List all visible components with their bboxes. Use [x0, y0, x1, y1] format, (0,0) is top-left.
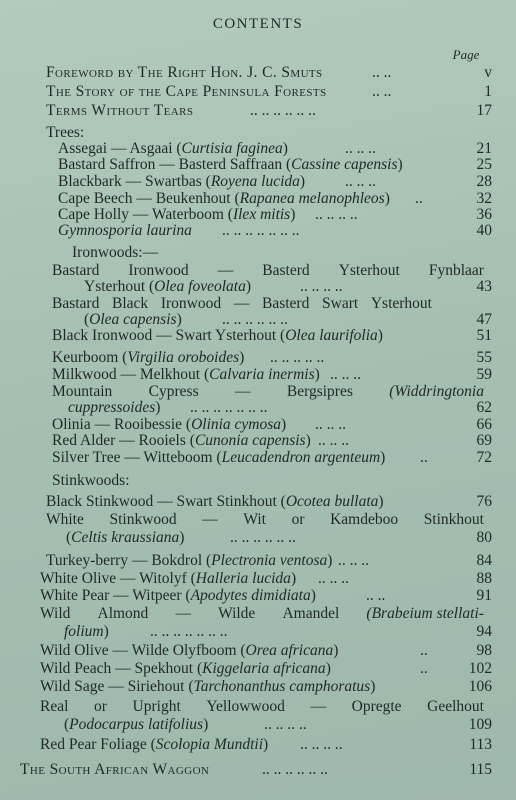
- toc-page-number: 106: [468, 678, 492, 695]
- toc-page-number: v: [484, 64, 492, 81]
- toc-entry-title: Wild Peach — Spekhout (Kiggelaria africana): [40, 660, 331, 677]
- toc-entry-title: Cape Holly — Waterboom (Ilex mitis): [58, 206, 296, 223]
- toc-entry-terms[interactable]: [0, 102, 516, 120]
- toc-entry-title: Silver Tree — Witteboom (Leucadendron argenteum): [52, 449, 386, 466]
- toc-entry-title: folium): [64, 623, 109, 640]
- toc-entry-title: Blackbark — Swartbas (Royena lucida): [58, 173, 306, 190]
- toc-entry-story[interactable]: [0, 83, 516, 101]
- toc-entry-milkwood[interactable]: [0, 366, 516, 384]
- toc-entry-gymnosporia[interactable]: [0, 222, 516, 240]
- toc-entry-red-alder[interactable]: [0, 432, 516, 450]
- toc-entry-title: Milkwood — Melkhout (Calvaria inermis): [52, 366, 320, 383]
- toc-entry-silver-tree[interactable]: [0, 449, 516, 467]
- toc-entry-title: White Pear — Witpeer (Apodytes dimidiata): [40, 587, 316, 604]
- toc-page-number: 21: [476, 140, 492, 157]
- toc-dot-leader: .. .. ..: [345, 173, 376, 190]
- toc-dot-leader: .. .. ..: [330, 366, 361, 383]
- toc-dot-leader: .. ..: [372, 83, 392, 100]
- toc-dot-leader: .. .. .. ..: [300, 278, 343, 295]
- toc-entry-real-yellowwood-line1[interactable]: Real or Upright Yellowwood — Opregte Geelhout: [40, 698, 484, 715]
- toc-entry-bastard-saffron[interactable]: [0, 156, 516, 174]
- toc-entry-mountain-cypress-line1[interactable]: Mountain Cypress — Bergsipres (Widdringtonia: [52, 383, 484, 400]
- toc-entry-title: Wild Sage — Siriehout (Tarchonanthus camphoratus): [40, 678, 376, 695]
- toc-page-number: 94: [476, 623, 492, 640]
- toc-page-number: 72: [476, 449, 492, 466]
- toc-entry-title: Black Ironwood — Swart Ysterhout (Olea laurifolia): [52, 327, 383, 344]
- toc-entry-title: Ysterhout (Olea foveolata): [84, 278, 252, 295]
- toc-page-number: 109: [468, 716, 492, 733]
- toc-entry-red-pear[interactable]: [0, 736, 516, 754]
- toc-entry-white-stinkwood-line1[interactable]: White Stinkwood — Wit or Kamdeboo Stinkhout: [46, 511, 484, 528]
- toc-entry-real-yellowwood-line2[interactable]: [0, 716, 516, 734]
- toc-page-number: 84: [476, 552, 492, 569]
- toc-page-number: 40: [476, 222, 492, 239]
- page-column-label: Page: [452, 47, 480, 62]
- toc-entry-title: The Story of the Cape Peninsula Forests: [46, 83, 327, 100]
- toc-dot-leader: ..: [420, 449, 428, 466]
- toc-entry-title: Gymnosporia laurina: [58, 222, 192, 239]
- toc-page-number: 115: [469, 761, 492, 778]
- toc-dot-leader: .. ..: [372, 64, 392, 81]
- toc-entry-title: Red Pear Foliage (Scolopia Mundtii): [40, 736, 269, 753]
- toc-page-number: 113: [469, 736, 492, 753]
- toc-entry-title: (Celtis kraussiana): [66, 529, 185, 546]
- toc-page-number: 66: [476, 416, 492, 433]
- toc-entry-bastard-black-ironwood-line1[interactable]: Bastard Black Ironwood — Basterd Swart Ysterhout: [52, 295, 432, 312]
- toc-entry-title: Olinia — Rooibessie (Olinia cymosa): [52, 416, 287, 433]
- toc-entry-title: Foreword by The Right Hon. J. C. Smuts: [46, 64, 323, 81]
- toc-page-number: 43: [476, 278, 492, 295]
- toc-page-number: 80: [476, 529, 492, 546]
- toc-dot-leader: ..: [420, 660, 428, 677]
- toc-entry-bastard-ironwood-line1[interactable]: Bastard Ironwood — Basterd Ysterhout Fynblaar: [52, 262, 484, 279]
- toc-entry-title: Terms Without Tears: [46, 102, 194, 119]
- toc-entry-title: Wild Olive — Wilde Olyfboom (Orea africana): [40, 642, 339, 659]
- toc-entry-title: The South African Waggon: [20, 761, 210, 778]
- toc-page-number: 76: [476, 493, 492, 510]
- toc-entry-title: Assegai — Asgaai (Curtisia faginea): [58, 140, 288, 157]
- toc-dot-leader: .. .. .. .. .. .. ..: [190, 399, 268, 416]
- section-heading-label: Trees:: [46, 124, 85, 141]
- toc-dot-leader: .. .. .. .. .. ..: [250, 102, 316, 119]
- toc-entry-title: Cape Beech — Beukenhout (Rapanea melanophleos): [58, 190, 390, 207]
- toc-page-number: 59: [476, 366, 492, 383]
- toc-page-number: 62: [476, 399, 492, 416]
- toc-entry-title: Turkey-berry — Bokdrol (Plectronia ventosa): [46, 552, 333, 569]
- toc-entry-wild-almond-line2[interactable]: [0, 623, 516, 641]
- toc-dot-leader: .. .. .. .. ..: [270, 349, 325, 366]
- toc-entry-title: White Olive — Witolyf (Halleria lucida): [40, 570, 297, 587]
- toc-dot-leader: .. .. ..: [345, 140, 376, 157]
- toc-dot-leader: .. .. .. ..: [300, 736, 343, 753]
- toc-dot-leader: .. .. ..: [318, 570, 349, 587]
- toc-dot-leader: .. .. ..: [315, 416, 346, 433]
- toc-page-number: 36: [476, 206, 492, 223]
- toc-page-number: 91: [476, 587, 492, 604]
- toc-dot-leader: ..: [415, 190, 423, 207]
- toc-entry-title: Keurboom (Virgilia oroboides): [52, 349, 245, 366]
- toc-entry-wild-peach[interactable]: [0, 660, 516, 678]
- toc-entry-black-ironwood[interactable]: [0, 327, 516, 345]
- toc-page-number: 1: [484, 83, 492, 100]
- toc-entry-foreword[interactable]: [0, 64, 516, 82]
- section-heading-ironwoods: [0, 244, 516, 262]
- toc-page-number: 102: [468, 660, 492, 677]
- toc-entry-mountain-cypress-line2[interactable]: [0, 399, 516, 417]
- toc-entry-blackbark[interactable]: [0, 173, 516, 191]
- toc-dot-leader: .. .. .. .. .. .. ..: [222, 222, 300, 239]
- toc-dot-leader: .. .. .. ..: [264, 716, 307, 733]
- toc-dot-leader: .. .. .. .. .. ..: [222, 311, 288, 328]
- toc-dot-leader: .. .. .. .. .. ..: [230, 529, 296, 546]
- section-heading-label: Ironwoods:—: [72, 244, 159, 261]
- toc-entry-white-stinkwood-line2[interactable]: [0, 529, 516, 547]
- toc-entry-title: (Podocarpus latifolius): [64, 716, 209, 733]
- toc-entry-title: Black Stinkwood — Swart Stinkhout (Ocotea bullata): [46, 493, 384, 510]
- toc-entry-wild-olive[interactable]: [0, 642, 516, 660]
- toc-entry-black-stinkwood[interactable]: [0, 493, 516, 511]
- toc-dot-leader: .. ..: [366, 587, 386, 604]
- toc-entry-title: cuppressoides): [68, 399, 161, 416]
- toc-entry-white-pear[interactable]: [0, 587, 516, 605]
- section-heading-label: Stinkwoods:: [52, 472, 130, 489]
- toc-page-number: 55: [476, 349, 492, 366]
- toc-entry-bastard-ironwood-line2[interactable]: [0, 278, 516, 296]
- toc-page-number: 51: [476, 327, 492, 344]
- toc-page-number: 69: [476, 432, 492, 449]
- section-heading-stinkwoods: [0, 472, 516, 490]
- toc-entry-keurboom[interactable]: [0, 349, 516, 367]
- toc-entry-title: (Olea capensis): [84, 311, 182, 328]
- toc-dot-leader: .. .. .. ..: [315, 206, 358, 223]
- toc-dot-leader: .. .. ..: [318, 432, 349, 449]
- toc-entry-turkey-berry[interactable]: [0, 552, 516, 570]
- toc-entry-title: Bastard Saffron — Basterd Saffraan (Cassine capensis): [58, 156, 403, 173]
- toc-entry-waggon[interactable]: [0, 761, 516, 779]
- toc-page-number: 17: [476, 102, 492, 119]
- page-title: CONTENTS: [212, 16, 304, 32]
- toc-entry-white-olive[interactable]: [0, 570, 516, 588]
- toc-entry-title: Red Alder — Rooiels (Cunonia capensis): [52, 432, 311, 449]
- toc-dot-leader: .. .. ..: [338, 552, 369, 569]
- toc-page-number: 98: [476, 642, 492, 659]
- toc-dot-leader: .. .. .. .. .. .. ..: [150, 623, 228, 640]
- toc-page-number: 28: [476, 173, 492, 190]
- toc-entry-wild-almond-line1[interactable]: Wild Almond — Wilde Amandel (Brabeium stellati-: [40, 605, 484, 622]
- toc-page-number: 25: [476, 156, 492, 173]
- toc-page-number: 32: [476, 190, 492, 207]
- toc-page-number: 47: [476, 311, 492, 328]
- toc-dot-leader: .. .. .. .. .. ..: [262, 761, 328, 778]
- toc-dot-leader: ..: [420, 642, 428, 659]
- toc-entry-wild-sage[interactable]: [0, 678, 516, 696]
- toc-page-number: 88: [476, 570, 492, 587]
